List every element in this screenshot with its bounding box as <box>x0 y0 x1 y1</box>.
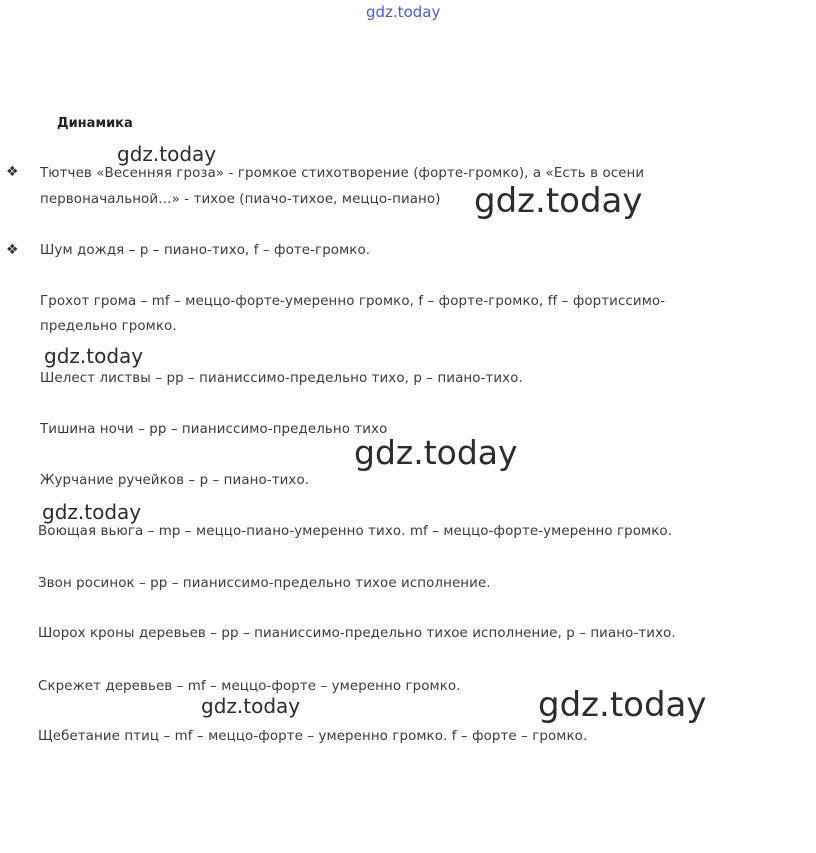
watermark: gdz.today <box>42 500 142 524</box>
bullet-icon: ❖ <box>6 242 19 258</box>
paragraph-line: Шелест листвы – pp – пианиссимо-предельно тихо, p – пиано-тихо. <box>40 371 523 386</box>
paragraph-line: Скрежет деревьев – mf – меццо-форте – умеренно громко. <box>38 679 461 694</box>
paragraph-line: Грохот грома – mf – меццо-форте-умеренно громко, f – форте-громко, ff – фортиссимо- <box>40 294 666 309</box>
site-link[interactable]: gdz.today <box>366 3 441 21</box>
paragraph-line: Журчание ручейков – p – пиано-тихо. <box>40 473 310 488</box>
paragraph-line: Воющая вьюга – mp – меццо-пиано-умеренно тихо. mf – меццо-форте-умеренно громко. <box>38 524 673 539</box>
paragraph-line: первоначальной…» - тихое (пиачо-тихое, меццо-пиано) <box>40 192 441 207</box>
watermark: gdz.today <box>538 685 707 725</box>
paragraph-line: Шум дождя – p – пиано-тихо, f – фоте-громко. <box>40 243 371 258</box>
paragraph-line: предельно громко. <box>40 319 177 334</box>
watermark: gdz.today <box>117 142 217 166</box>
paragraph-line: Звон росинок – pp – пианиссимо-предельно тихое исполнение. <box>38 576 491 591</box>
watermark: gdz.today <box>201 694 301 718</box>
watermark: gdz.today <box>44 344 144 368</box>
watermark: gdz.today <box>474 181 643 221</box>
paragraph-line: Тютчев «Весенняя гроза» - громкое стихотворение (форте-громко), а «Есть в осени <box>40 166 645 181</box>
paragraph-line: Щебетание птиц – mf – меццо-форте – умеренно громко. f – форте – громко. <box>38 729 588 744</box>
watermark: gdz.today <box>354 433 518 472</box>
bullet-icon: ❖ <box>6 164 19 180</box>
paragraph-line: Шорох кроны деревьев – pp – пианиссимо-предельно тихое исполнение, p – пиано-тихо. <box>38 626 676 641</box>
paragraph-line: Тишина ночи – pp – пианиссимо-предельно тихо <box>40 422 388 437</box>
section-title: Динамика <box>57 116 133 131</box>
